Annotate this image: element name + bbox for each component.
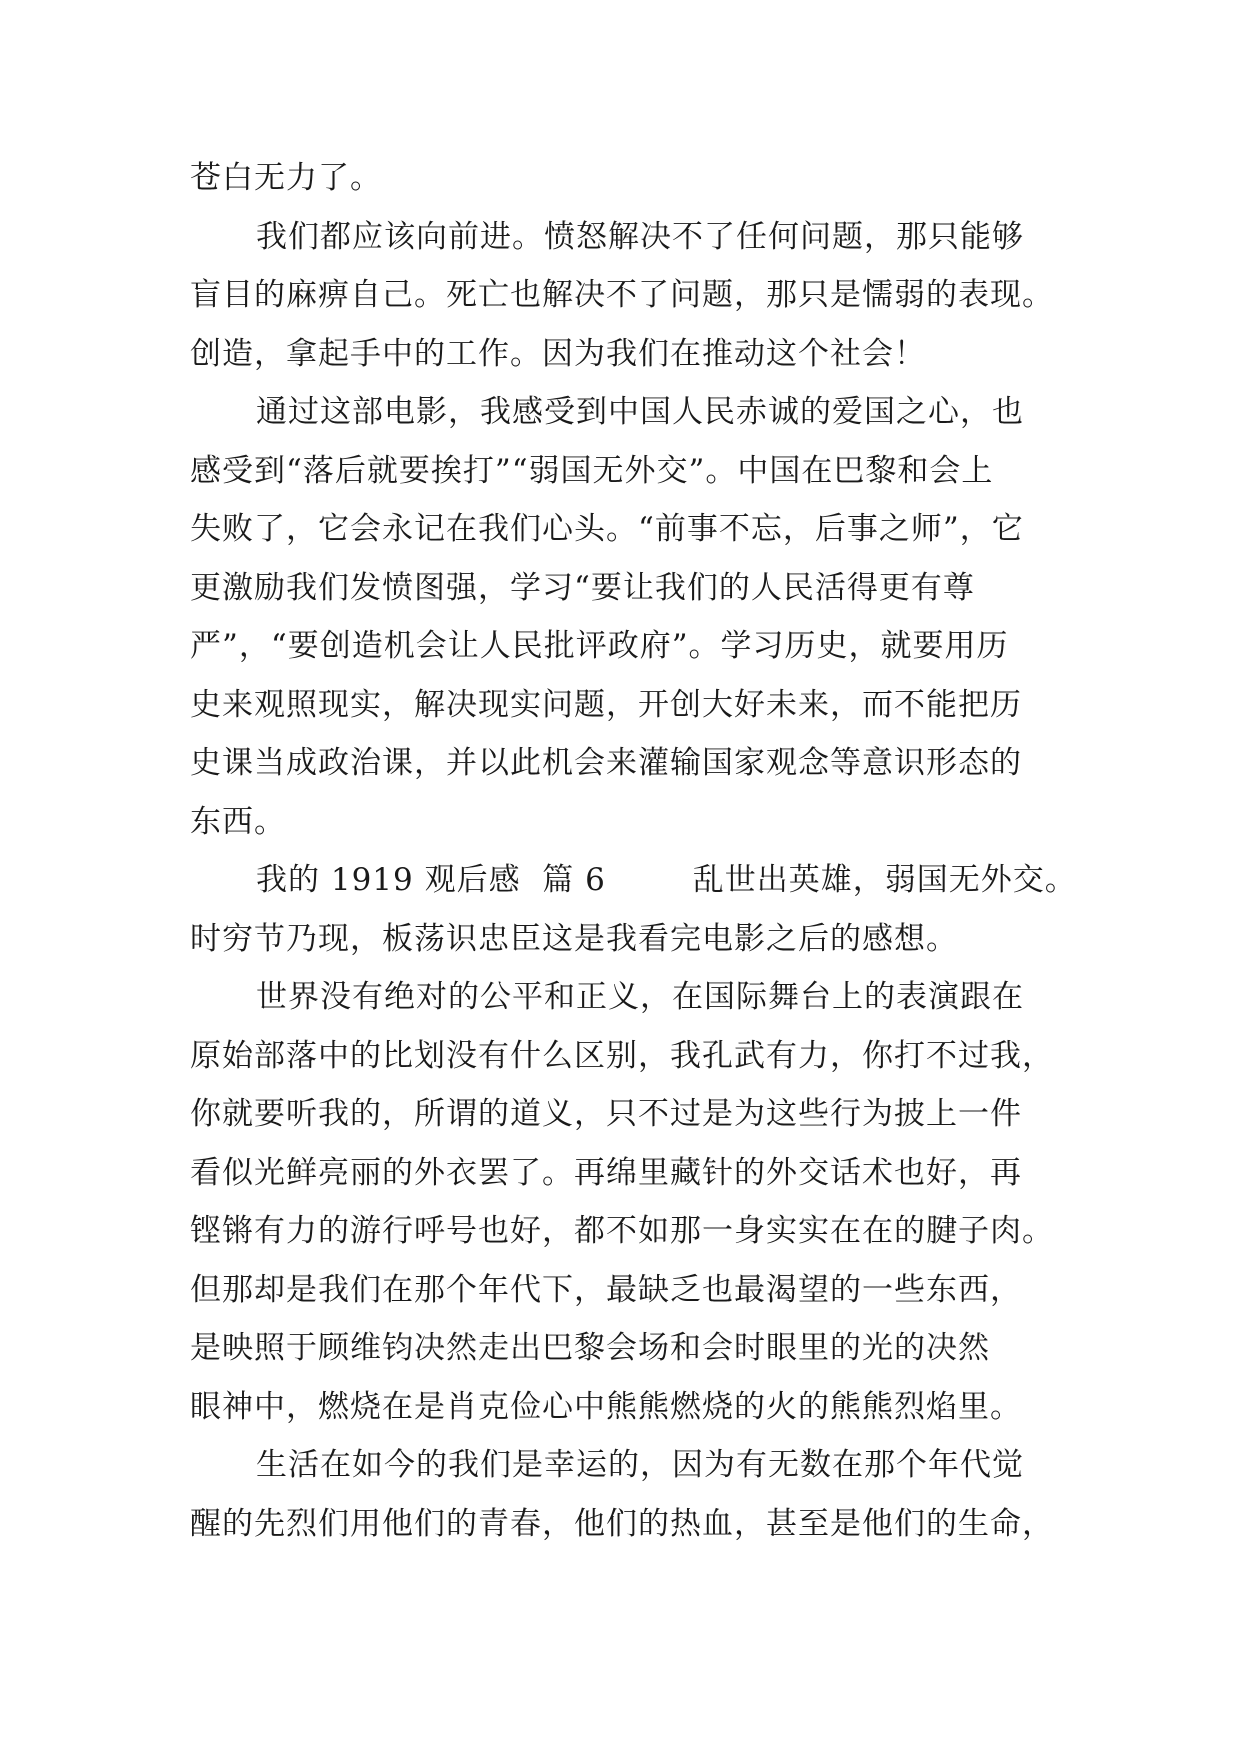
text-line: 世界没有绝对的公平和正义，在国际舞台上的表演跟在 bbox=[256, 979, 1024, 1015]
document-body bbox=[190, 149, 1077, 1553]
text-line: 感受到“落后就要挨打”“弱国无外交”。中国在巴黎和会上 bbox=[190, 452, 994, 489]
text-line: 通过这部电影，我感受到中国人民赤诚的爱国之心，也 bbox=[256, 394, 1024, 430]
text-line: 创造，拿起手中的工作。因为我们在推动这个社会！ bbox=[190, 335, 926, 372]
text-line: 时穷节乃现，板荡识忠臣这是我看完电影之后的感想。 bbox=[190, 920, 958, 957]
text-line: 你就要听我的，所谓的道义，只不过是为这些行为披上一件 bbox=[190, 1096, 1022, 1132]
text-line: 眼神中，燃烧在是肖克俭心中熊熊燃烧的火的熊熊烈焰里。 bbox=[190, 1388, 1022, 1425]
text-line: 更激励我们发愤图强，学习“要让我们的人民活得更有尊 bbox=[190, 569, 975, 606]
text-line: 严”，“要创造机会让人民批评政府”。学习历史，就要用历 bbox=[190, 628, 1009, 664]
text-line: 史课当成政治课，并以此机会来灌输国家观念等意识形态的 bbox=[190, 745, 1022, 781]
text-line: 醒的先烈们用他们的青春，他们的热血，甚至是他们的生命， bbox=[190, 1505, 1054, 1542]
text-line: 史来观照现实，解决现实问题，开创大好未来，而不能把历 bbox=[190, 686, 1022, 723]
text-line: 盲目的麻痹自己。死亡也解决不了问题，那只是懦弱的表现。 bbox=[190, 277, 1054, 313]
text-line: 我们都应该向前进。愤怒解决不了任何问题，那只能够 bbox=[256, 218, 1024, 255]
text-line: 生活在如今的我们是幸运的，因为有无数在那个年代觉 bbox=[256, 1447, 1024, 1483]
text-line: 失败了，它会永记在我们心头。“前事不忘，后事之师”，它 bbox=[190, 511, 1024, 547]
text-line: 是映照于顾维钧决然走出巴黎会场和会时眼里的光的决然 bbox=[190, 1330, 990, 1366]
section-heading-line: 我的 1919 观后感 篇 6 乱世出英雄，弱国无外交。 bbox=[256, 862, 1077, 898]
text-line: 东西。 bbox=[190, 803, 286, 840]
text-line: 但那却是我们在那个年代下，最缺乏也最渴望的一些东西， bbox=[190, 1271, 1022, 1308]
text-line: 看似光鲜亮丽的外衣罢了。再绵里藏针的外交话术也好，再 bbox=[190, 1154, 1022, 1191]
text-line: 铿锵有力的游行呼号也好，都不如那一身实实在在的腱子肉。 bbox=[190, 1213, 1054, 1249]
text-line: 苍白无力了。 bbox=[190, 160, 382, 196]
text-line: 原始部落中的比划没有什么区别，我孔武有力，你打不过我， bbox=[190, 1037, 1054, 1074]
